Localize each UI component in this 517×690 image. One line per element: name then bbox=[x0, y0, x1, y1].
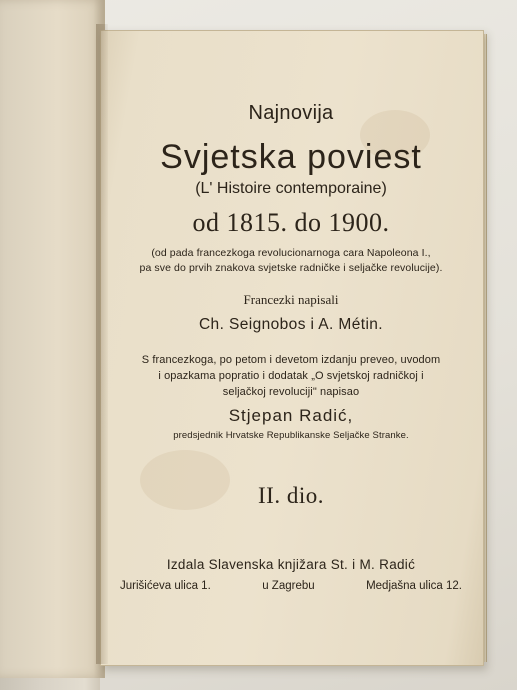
pre-title: Najnovija bbox=[248, 102, 334, 124]
authors: Ch. Seignobos i A. Métin. bbox=[198, 316, 384, 333]
title-page-content bbox=[100, 30, 482, 664]
address-left: Jurišićeva ulica 1. bbox=[120, 580, 211, 592]
left-page bbox=[0, 0, 105, 678]
book-title: Svjetska poviest bbox=[160, 138, 422, 176]
translator-role: predsjednik Hrvatske Republikanske Seljačke Stranke. bbox=[173, 430, 409, 441]
translation-note-line: seljačkoj revoluciji" napisao bbox=[222, 386, 360, 398]
book-subtitle: (L' Histoire contemporaine) bbox=[195, 180, 387, 197]
period: od 1815. do 1900. bbox=[192, 208, 390, 237]
address-right: Medjašna ulica 12. bbox=[366, 580, 462, 592]
publisher-address bbox=[120, 580, 462, 592]
publisher: Izdala Slavenska knjižara St. i M. Radić bbox=[166, 557, 416, 572]
volume-number: II. dio. bbox=[258, 483, 324, 508]
authors-label: Francezki napisali bbox=[243, 292, 339, 307]
description-line: (od pada francezkoga revolucionarnoga cara Napoleona I., bbox=[151, 247, 431, 259]
translator-name: Stjepan Radić, bbox=[228, 406, 354, 425]
translation-note-line: i opazkama popratio i dodatak „O svjetskoj radničkoj i bbox=[158, 370, 424, 382]
description-line: pa sve do prvih znakova svjetske radničke i seljačke revolucije). bbox=[139, 262, 443, 274]
translation-note-line: S francezkoga, po petom i devetom izdanju preveo, uvodom bbox=[141, 354, 441, 366]
address-city: u Zagrebu bbox=[262, 580, 315, 592]
